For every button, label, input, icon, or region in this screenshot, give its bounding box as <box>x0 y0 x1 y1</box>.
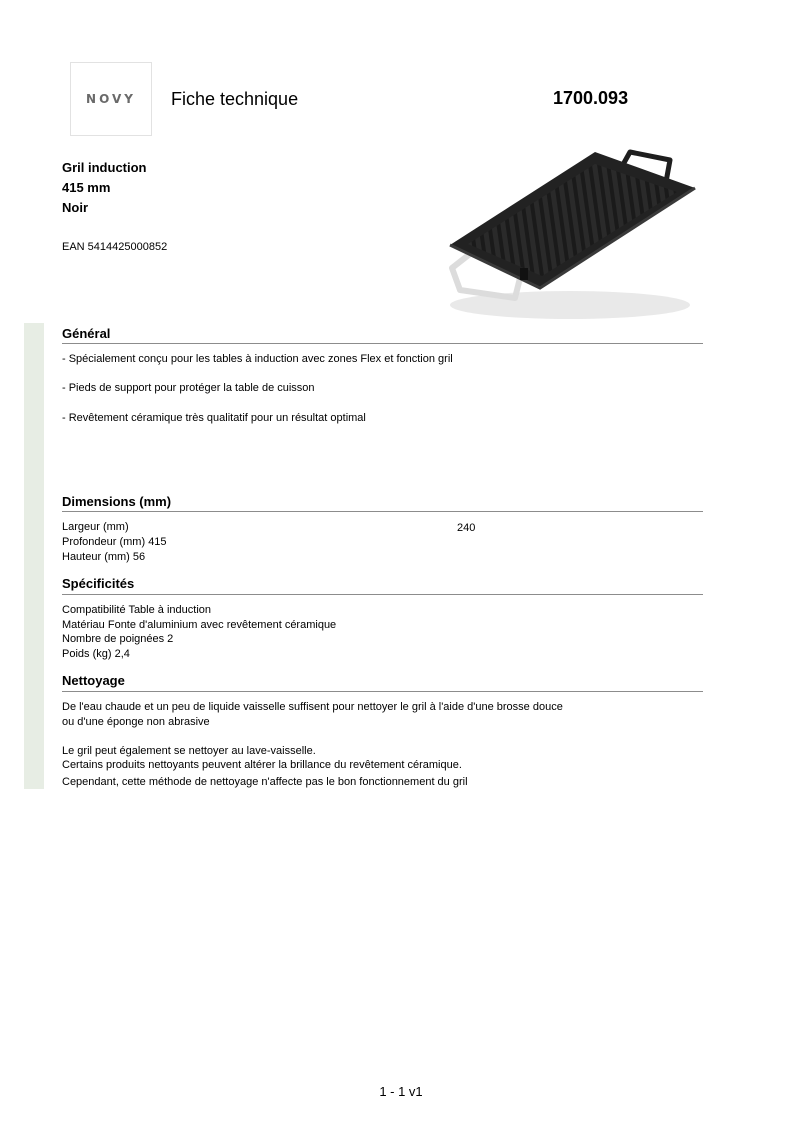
product-number: 1700.093 <box>553 88 629 108</box>
section-divider <box>62 511 703 512</box>
dimension-width: Largeur (mm) <box>62 521 129 533</box>
section-divider <box>62 691 703 692</box>
dimension-width-value: 240 <box>457 522 476 534</box>
section-dimensions-title: Dimensions (mm) <box>62 494 172 509</box>
cleaning-line: Cependant, cette méthode de nettoyage n'affecte pas le bon fonctionnement du gril <box>62 776 468 788</box>
spec-line: Compatibilité Table à induction <box>62 604 211 616</box>
novy-logo <box>70 62 152 136</box>
dimension-depth: Profondeur (mm) 415 <box>62 536 167 548</box>
product-color: Noir <box>62 200 88 215</box>
grill-plate-image <box>430 140 710 330</box>
logo-text: NOVY <box>86 92 136 106</box>
section-divider <box>62 343 703 344</box>
ean-code: EAN 5414425000852 <box>62 241 168 253</box>
section-specs-title: Spécificités <box>62 576 135 591</box>
dimension-height: Hauteur (mm) 56 <box>62 551 146 563</box>
spec-line: Matériau Fonte d'aluminium avec revêtement céramique <box>62 619 337 631</box>
side-accent-bar <box>24 323 44 789</box>
general-item: - Pieds de support pour protéger la table de cuisson <box>62 382 315 394</box>
general-item: - Revêtement céramique très qualitatif pour un résultat optimal <box>62 412 366 424</box>
document-title: Fiche technique <box>171 89 299 109</box>
product-name: Gril induction <box>62 160 147 175</box>
cleaning-line: ou d'une éponge non abrasive <box>62 716 210 728</box>
section-divider <box>62 594 703 595</box>
spec-line: Nombre de poignées 2 <box>62 633 174 645</box>
page-number: 1 - 1 v1 <box>379 1084 423 1099</box>
section-general-title: Général <box>62 326 111 341</box>
cleaning-line: Certains produits nettoyants peuvent altérer la brillance du revêtement céramique. <box>62 759 462 771</box>
cleaning-line: De l'eau chaude et un peu de liquide vaisselle suffisent pour nettoyer le gril à l'aide d'une brosse douce <box>62 701 563 713</box>
general-item: - Spécialement conçu pour les tables à induction avec zones Flex et fonction gril <box>62 353 453 365</box>
section-cleaning-title: Nettoyage <box>62 673 125 688</box>
cleaning-line: Le gril peut également se nettoyer au lave-vaisselle. <box>62 745 316 757</box>
spec-line: Poids (kg) 2,4 <box>62 648 130 660</box>
product-size: 415 mm <box>62 180 111 195</box>
